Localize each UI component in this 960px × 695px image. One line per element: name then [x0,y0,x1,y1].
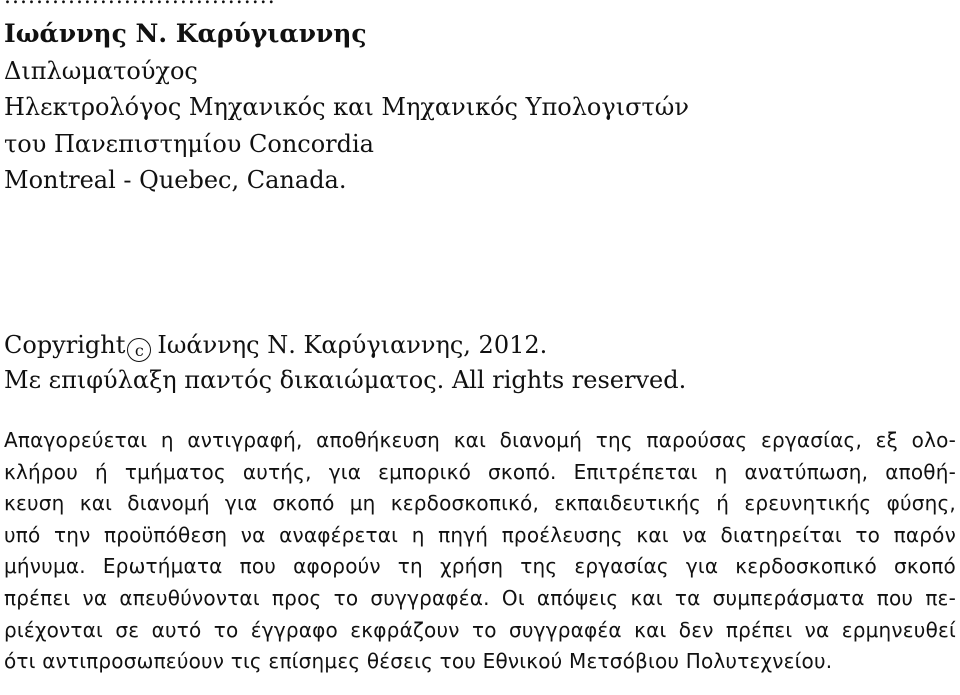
legal-line: ριέχονται σε αυτό το έγγραφο εκφράζουν το συγγραφέα και δεν πρέπει να ερμηνευθεί [4,617,956,642]
rights-reserved-line: Με επιφύλαξη παντός δικαιώματος. All rights reserved. [4,366,687,394]
signature-block [4,16,956,199]
legal-line: κλήρου ή τμήματος αυτής, για εμπορικό σκοπό. Επιτρέπεται η ανατύπωση, αποθή- [4,459,956,484]
legal-line: πρέπει να απευθύνονται προς το συγγραφέα. Οι απόψεις και τα συμπεράσματα που πε- [4,585,956,610]
copyright-holder: Ιωάννης Ν. Καρύγιαννης, 2012. [157,331,548,359]
copyright-line [4,328,956,363]
author-location: Montreal - Quebec, Canada. [4,166,347,194]
author-profession: Ηλεκτρολόγος Μηχανικός και Μηχανικός Υπολογιστών [4,93,689,121]
legal-notice [4,425,956,678]
legal-line: υπό την προϋπόθεση να αναφέρεται η πηγή προέλευσης και να διατηρείται το παρόν [4,522,956,547]
copyright-prefix: Copyright [4,331,126,359]
legal-line: ότι αντιπροσωπεύουν τις επίσημες θέσεις του Εθνικού Μετσόβιου Πολυτεχνείου. [4,649,833,674]
legal-line: μήνυμα. Ερωτήματα που αφορούν τη χρήση της εργασίας για κερδοσκοπικό σκοπό [4,554,956,579]
copyright-block [4,328,956,398]
author-university: του Πανεπιστημίου Concordia [4,129,374,158]
signature-dotted-line [4,0,276,8]
legal-line: κευση και διανομή για σκοπό μη κερδοσκοπικό, εκπαιδευτικής ή ερευνητικής φύσης, [4,491,956,516]
author-title: Διπλωματούχος [4,56,198,85]
author-name: Ιωάννης Ν. Καρύγιαννης [4,19,367,48]
legal-line: Απαγορεύεται η αντιγραφή, αποθήκευση και διανομή της παρούσας εργασίας, εξ ολο- [4,428,956,452]
copyright-icon: c [127,338,151,362]
